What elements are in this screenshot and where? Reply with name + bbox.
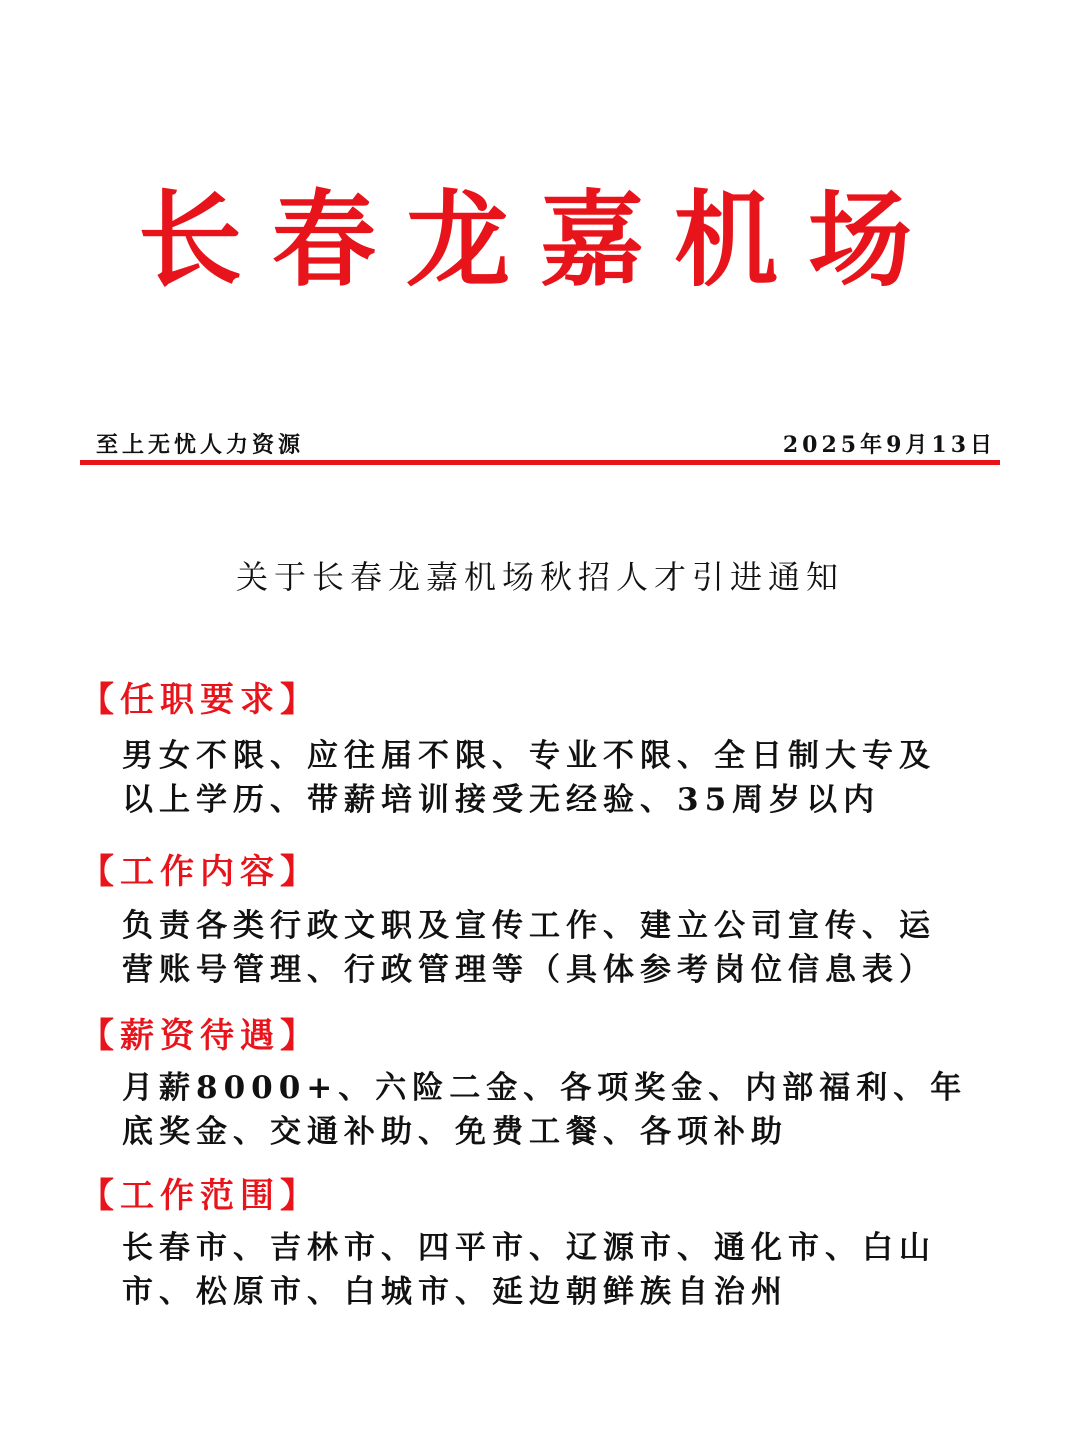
section-heading-salary: 【薪资待遇】 (80, 1016, 320, 1056)
section-heading-work-area: 【工作范围】 (80, 1176, 320, 1216)
red-divider (80, 460, 1000, 465)
section-body-job-content (122, 904, 1012, 992)
document-title: 关于长春龙嘉机场秋招人才引进通知 (235, 558, 844, 596)
section-line: 市、松原市、白城市、延边朝鲜族自治州 (122, 1274, 788, 1310)
section-heading-requirements: 【任职要求】 (80, 680, 320, 720)
section-body-work-area (122, 1226, 1012, 1314)
header-row (96, 428, 996, 460)
section-line: 男女不限、应往届不限、专业不限、全日制大专及 (122, 738, 936, 774)
masthead-title: 长春龙嘉机场 (137, 178, 942, 301)
section-heading-job-content: 【工作内容】 (80, 852, 320, 892)
section-line: 负责各类行政文职及宣传工作、建立公司宣传、运 (122, 908, 936, 944)
section-line: 以上学历、带薪培训接受无经验、35周岁以内 (122, 782, 881, 818)
section-body-requirements (122, 734, 1012, 822)
section-line: 营账号管理、行政管理等（具体参考岗位信息表） (122, 952, 936, 988)
section-line: 月薪8000+、六险二金、各项奖金、内部福利、年 (122, 1070, 968, 1106)
section-body-salary (122, 1066, 1012, 1154)
issue-date: 2025年9月13日 (782, 432, 996, 458)
section-line: 底奖金、交通补助、免费工餐、各项补助 (122, 1114, 788, 1150)
section-line: 长春市、吉林市、四平市、辽源市、通化市、白山 (122, 1230, 936, 1266)
publisher-name: 至上无忧人力资源 (96, 432, 305, 458)
